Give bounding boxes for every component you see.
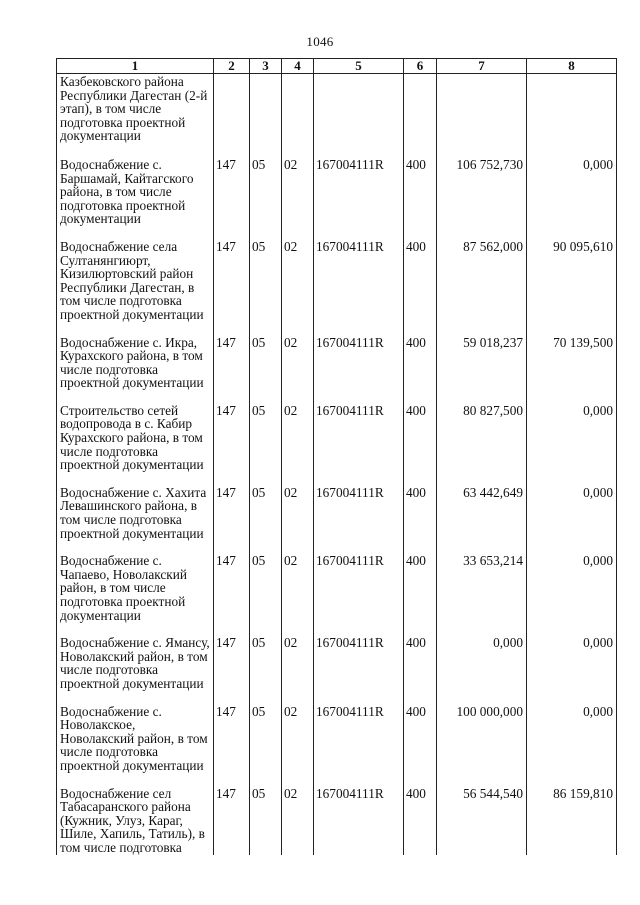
row-amount-7: 80 827,500 <box>437 403 527 485</box>
row-target-code: 167004111R <box>314 786 404 855</box>
row-section-code: 05 <box>250 553 282 635</box>
table-row <box>57 335 617 403</box>
row-target-code: 167004111R <box>314 485 404 553</box>
row-name: Водоснабжение с. Ямансу, Новолакский район, в том числе подготовка проектной документации <box>57 635 214 703</box>
row-ministry-code <box>214 74 250 157</box>
row-subsection-code: 02 <box>282 553 314 635</box>
row-section-code: 05 <box>250 239 282 335</box>
row-name: Водоснабжение с. Баршамай, Кайтагского района, в том числе подготовка проектной документации <box>57 157 214 239</box>
row-ministry-code: 147 <box>214 553 250 635</box>
row-target-code: 167004111R <box>314 239 404 335</box>
row-subsection-code <box>282 74 314 157</box>
row-section-code: 05 <box>250 786 282 855</box>
header-col-3: 3 <box>250 59 282 74</box>
row-amount-7: 100 000,000 <box>437 704 527 786</box>
row-subsection-code: 02 <box>282 704 314 786</box>
row-ministry-code: 147 <box>214 704 250 786</box>
row-amount-7: 56 544,540 <box>437 786 527 855</box>
header-row <box>57 59 617 74</box>
header-col-6: 6 <box>404 59 437 74</box>
row-expense-type: 400 <box>404 239 437 335</box>
table-body <box>57 74 617 855</box>
table-row <box>57 635 617 703</box>
row-subsection-code: 02 <box>282 335 314 403</box>
table-row <box>57 239 617 335</box>
row-section-code: 05 <box>250 485 282 553</box>
row-subsection-code: 02 <box>282 485 314 553</box>
row-expense-type: 400 <box>404 335 437 403</box>
row-amount-7: 0,000 <box>437 635 527 703</box>
row-amount-7: 87 562,000 <box>437 239 527 335</box>
row-subsection-code: 02 <box>282 157 314 239</box>
row-amount-7: 63 442,649 <box>437 485 527 553</box>
table-row <box>57 157 617 239</box>
row-section-code: 05 <box>250 157 282 239</box>
row-name: Водоснабжение села Султанянгиюрт, Кизилюртовский район Республики Дагестан, в том числе подготовка проектной документации <box>57 239 214 335</box>
row-name: Строительство сетей водопровода в с. Кабир Курахского района, в том числе подготовка проектной документации <box>57 403 214 485</box>
row-subsection-code: 02 <box>282 239 314 335</box>
row-amount-7: 33 653,214 <box>437 553 527 635</box>
row-name: Водоснабжение сел Табасаранского района (Кужник, Улуз, Караг, Шиле, Хапиль, Татиль), в том числе подготовка <box>57 786 214 855</box>
row-expense-type: 400 <box>404 704 437 786</box>
row-expense-type: 400 <box>404 553 437 635</box>
row-subsection-code: 02 <box>282 403 314 485</box>
row-expense-type: 400 <box>404 403 437 485</box>
header-col-2: 2 <box>214 59 250 74</box>
row-ministry-code: 147 <box>214 239 250 335</box>
table-row <box>57 553 617 635</box>
table-row <box>57 403 617 485</box>
row-ministry-code: 147 <box>214 635 250 703</box>
row-amount-8: 70 139,500 <box>527 335 617 403</box>
row-target-code: 167004111R <box>314 157 404 239</box>
row-section-code: 05 <box>250 704 282 786</box>
row-target-code: 167004111R <box>314 635 404 703</box>
row-amount-8: 0,000 <box>527 403 617 485</box>
row-expense-type: 400 <box>404 157 437 239</box>
table-row <box>57 786 617 855</box>
row-section-code: 05 <box>250 403 282 485</box>
row-ministry-code: 147 <box>214 485 250 553</box>
row-target-code: 167004111R <box>314 335 404 403</box>
table-row <box>57 74 617 157</box>
row-subsection-code: 02 <box>282 635 314 703</box>
row-section-code: 05 <box>250 635 282 703</box>
row-amount-7 <box>437 74 527 157</box>
header-col-4: 4 <box>282 59 314 74</box>
page-number: 1046 <box>306 34 334 49</box>
row-section-code <box>250 74 282 157</box>
row-name: Водоснабжение с. Новолакское, Новолакский район, в том числе подготовка проектной документации <box>57 704 214 786</box>
row-subsection-code: 02 <box>282 786 314 855</box>
row-ministry-code: 147 <box>214 157 250 239</box>
row-name: Водоснабжение с. Чапаево, Новолакский район, в том числе подготовка проектной документации <box>57 553 214 635</box>
header-col-5: 5 <box>314 59 404 74</box>
row-section-code: 05 <box>250 335 282 403</box>
header-col-7: 7 <box>437 59 527 74</box>
budget-table <box>56 58 617 855</box>
row-amount-7: 59 018,237 <box>437 335 527 403</box>
row-expense-type: 400 <box>404 485 437 553</box>
row-amount-8 <box>527 74 617 157</box>
row-amount-8: 0,000 <box>527 704 617 786</box>
row-name: Казбековского района Республики Дагестан (2-й этап), в том числе подготовка проектной документации <box>57 74 214 157</box>
row-amount-8: 90 095,610 <box>527 239 617 335</box>
row-target-code: 167004111R <box>314 403 404 485</box>
row-name: Водоснабжение с. Хахита Левашинского района, в том числе подготовка проектной документации <box>57 485 214 553</box>
row-amount-8: 0,000 <box>527 635 617 703</box>
table-row <box>57 704 617 786</box>
row-ministry-code: 147 <box>214 335 250 403</box>
row-expense-type <box>404 74 437 157</box>
row-target-code: 167004111R <box>314 704 404 786</box>
row-target-code: 167004111R <box>314 553 404 635</box>
row-ministry-code: 147 <box>214 786 250 855</box>
row-name: Водоснабжение с. Икра, Курахского района, в том числе подготовка проектной документации <box>57 335 214 403</box>
table-row <box>57 485 617 553</box>
row-expense-type: 400 <box>404 635 437 703</box>
row-amount-8: 0,000 <box>527 485 617 553</box>
row-amount-8: 0,000 <box>527 157 617 239</box>
row-ministry-code: 147 <box>214 403 250 485</box>
header-col-8: 8 <box>527 59 617 74</box>
header-col-1: 1 <box>57 59 214 74</box>
row-amount-8: 86 159,810 <box>527 786 617 855</box>
row-target-code <box>314 74 404 157</box>
row-amount-8: 0,000 <box>527 553 617 635</box>
row-expense-type: 400 <box>404 786 437 855</box>
row-amount-7: 106 752,730 <box>437 157 527 239</box>
